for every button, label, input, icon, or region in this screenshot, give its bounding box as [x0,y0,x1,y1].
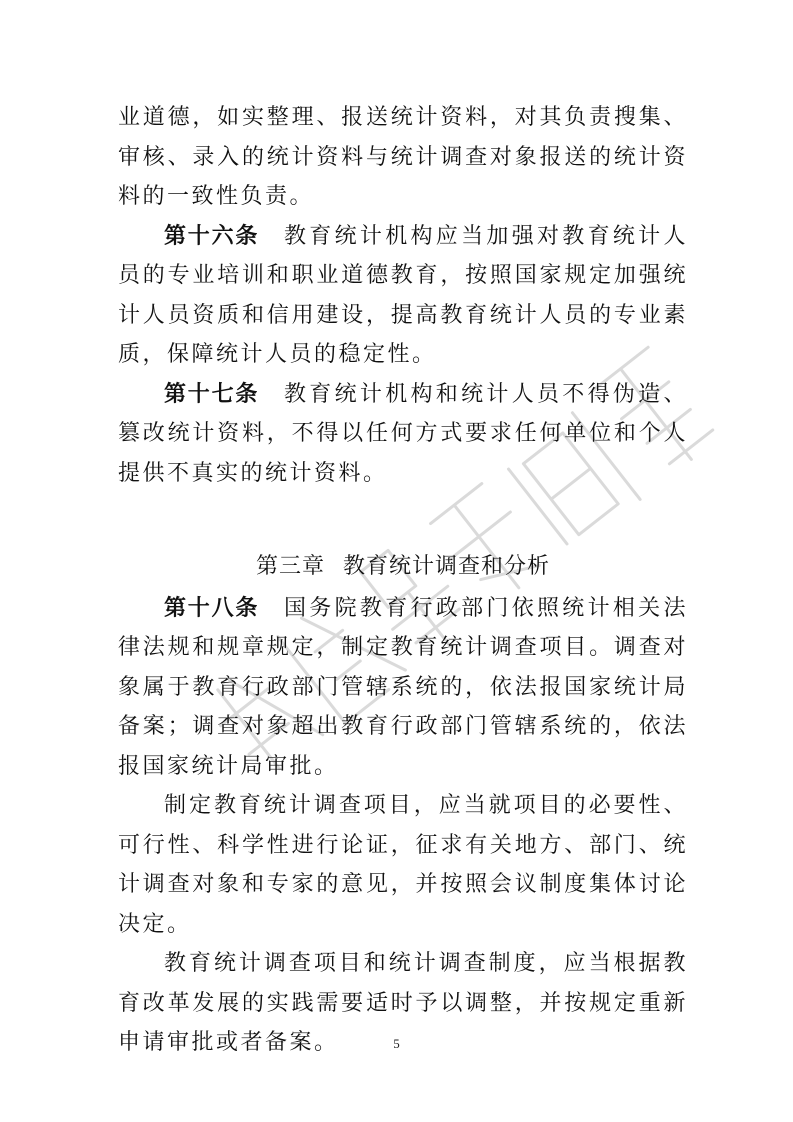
article-18-text: 国务院教育行政部门依照统计相关法律法规和规章规定，制定教育统计调查项目。调查对象属于教育行政部门管辖系统的，依法报国家统计局备案；调查对象超出教育行政部门管辖系统的，依法报国家统计局审批。 [118,595,688,779]
article-16-label: 第十六条 [164,223,260,249]
page-number: 5 [393,1036,400,1051]
chapter-title: 教育统计调查和分析 [343,554,551,579]
paragraph-after-2: 教育统计调查项目和统计调查制度，应当根据教育改革发展的实践需要适时予以调整，并按规定重新申请审批或者备案。 [118,951,688,1055]
article-18 [118,589,688,787]
article-16 [118,217,688,375]
chapter-heading [118,547,688,587]
document-body [118,98,688,1063]
article-18-label: 第十八条 [164,595,260,621]
article-17 [118,375,688,494]
article-16-text: 教育统计机构应当加强对教育统计人员的专业培训和职业道德教育，按照国家规定加强统计人员资质和信用建设，提高教育统计人员的专业素质，保障统计人员的稳定性。 [118,223,688,367]
article-17-label: 第十七条 [164,381,260,407]
article-17-text: 教育统计机构和统计人员不得伪造、篡改统计资料，不得以任何方式要求任何单位和个人提供不真实的统计资料。 [118,381,688,486]
chapter-number: 第三章 [255,554,325,579]
paragraph-after-1: 制定教育统计调查项目，应当就项目的必要性、可行性、科学性进行论证，征求有关地方、部门、统计调查对象和专家的意见，并按照会议制度集体讨论决定。 [118,793,688,937]
paragraph-continuation: 业道德，如实整理、报送统计资料，对其负责搜集、审核、录入的统计资料与统计调查对象报送的统计资料的一致性负责。 [118,105,688,209]
